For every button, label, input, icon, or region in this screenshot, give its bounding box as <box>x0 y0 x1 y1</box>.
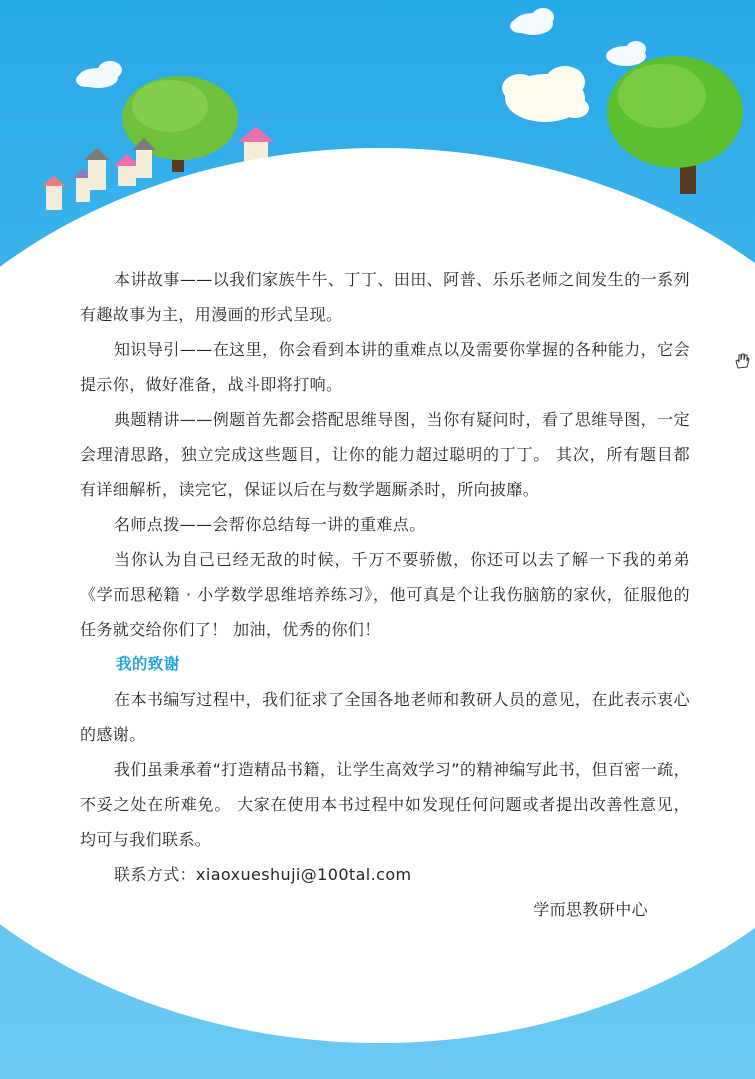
cloud-icon <box>502 66 589 122</box>
cloud-icon <box>510 8 554 35</box>
intro-paragraph-tips: 名师点拨——会帮你总结每一讲的重难点。 <box>114 515 426 534</box>
cloud-icon <box>606 41 646 66</box>
signature: 学而思教研中心 <box>533 900 648 919</box>
intro-paragraph-story: 本讲故事——以我们家族牛牛、丁丁、田田、阿普、乐乐老师之间发生的一系列有趣故事为主，用漫画的形式呈现。 <box>80 270 690 324</box>
intro-paragraph-examples: 典题精讲——例题首先都会搭配思维导图，当你有疑问时，看了思维导图，一定会理清思路，独立完成这些题目，让你的能力超过聪明的丁丁。 其次，所有题目都有详细解析，读完它，保证以后在与数学题厮杀时，所向披靡。 <box>80 410 690 499</box>
house-icon <box>42 176 66 210</box>
feedback-paragraph: 我们虽秉承着“打造精品书籍，让学生高效学习”的精神编写此书，但百密一疏，不妥之处在所难免。 大家在使用本书过程中如发现任何问题或者提出改善性意见，均可与我们联系。 <box>80 760 690 849</box>
intro-paragraph-guide: 知识导引——在这里，你会看到本讲的重难点以及需要你掌握的各种能力，它会提示你，做好准备，战斗即将打响。 <box>80 340 690 394</box>
hand-cursor-icon <box>733 352 751 370</box>
contact-info: 联系方式：xiaoxueshuji@100tal.com <box>114 865 412 884</box>
main-content <box>80 262 690 927</box>
thanks-paragraph: 在本书编写过程中，我们征求了全国各地老师和教研人员的意见，在此表示衷心的感谢。 <box>80 690 690 744</box>
thanks-heading: 我的致谢 <box>116 655 180 673</box>
intro-paragraph-closing: 当你认为自己已经无敌的时候，千万不要骄傲，你还可以去了解一下我的弟弟《学而思秘籍 · 小学数学思维培养练习》，他可真是个让我伤脑筋的家伙，征服他的任务就交给你们了！ 加油，优秀的你们！ <box>80 550 690 639</box>
cloud-icon <box>76 61 122 88</box>
tree-icon <box>607 56 743 194</box>
